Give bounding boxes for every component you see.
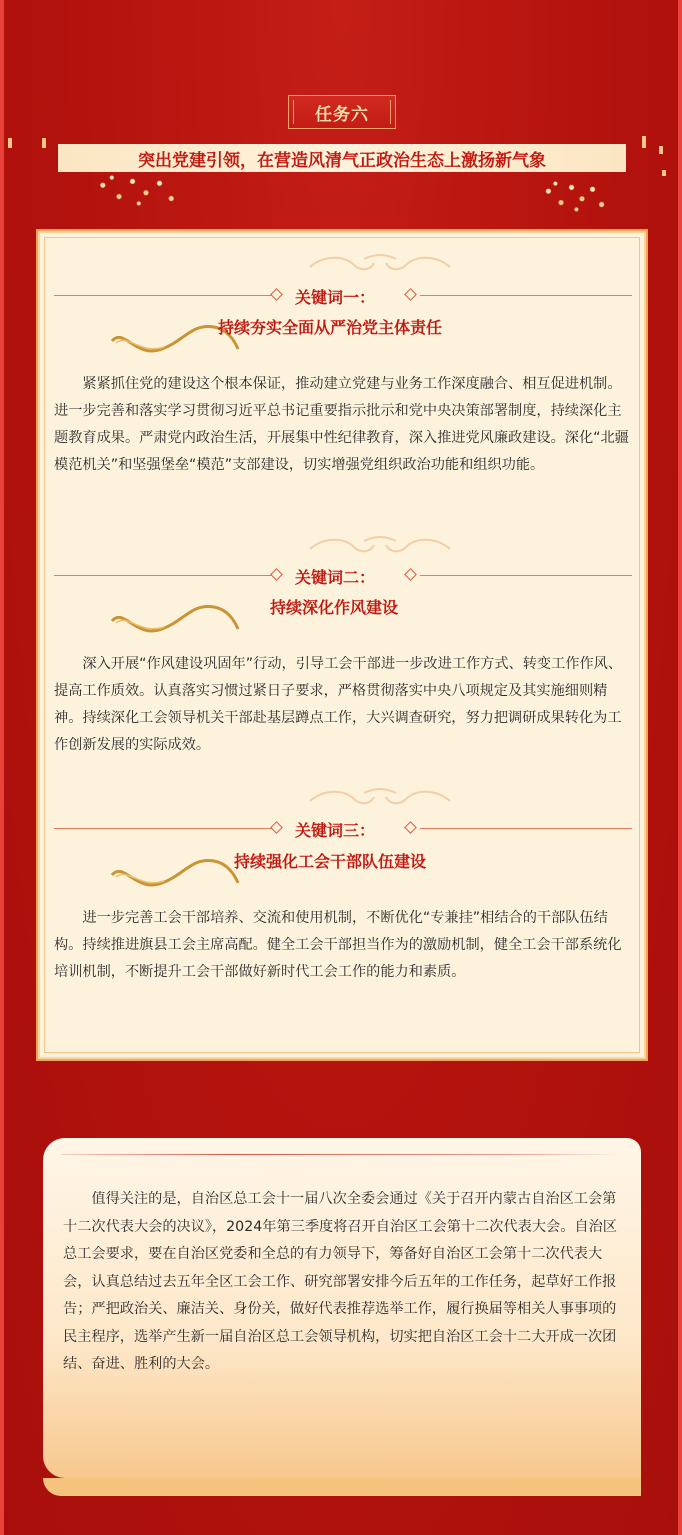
- keyword-subtitle: 持续夯实全面从严治党主体责任: [218, 318, 443, 337]
- notice-paragraph: 值得关注的是，自治区总工会十一届八次全委会通过《关于召开内蒙古自治区工会第十二次代表大会的决议》，2024年第三季度将召开自治区工会第十二次代表大会。自治区总工会要求，要在自治区党委和全总的有力领导下，筹备好自治区工会第十二次代表大会，认真总结过去五年全区工会工作、研究部署安排今后五年的工作任务，起草好工作报告；严把政治关、廉洁关、身份关，做好代表推荐选举工作，履行换届等相关人事事项的民主程序，选举产生新一届自治区总工会领导机构，切实把自治区工会十二大开成一次团结、奋进、胜利的大会。: [63, 1191, 617, 1372]
- decor-dash: [642, 136, 646, 148]
- diamond-icon: [270, 568, 283, 581]
- section-paragraph: 进一步完善工会干部培养、交流和使用机制，不断优化“专兼挂”相结合的干部队伍结构。持续推进旗县工会主席高配。健全工会干部担当作为的激励机制，健全工会干部系统化培训机制，不断提升工会干部做好新时代工会工作的能力和素质。: [54, 910, 622, 980]
- section-paragraph: 深入开展“作风建设巩固年”行动，引导工会干部进一步改进工作方式、转变工作作风、提高工作质效。认真落实习惯过紧日子要求，严格贯彻落实中央八项规定及其实施细则精神。持续深化工会领导机关干部赴基层蹲点工作，大兴调查研究，努力把调研成果转化为工作创新发展的实际成效。: [54, 656, 623, 753]
- keyword-title: 关键词一：: [295, 288, 376, 307]
- gold-sparkles-right: [540, 176, 610, 214]
- decor-dash: [659, 146, 663, 154]
- task-badge: 任务六: [288, 95, 396, 129]
- diamond-icon: [404, 288, 417, 301]
- decor-dash: [662, 170, 666, 176]
- decor-dash: [42, 138, 46, 148]
- gold-sparkles-left: [92, 170, 182, 208]
- diamond-icon: [270, 821, 283, 834]
- left-edge: [0, 0, 4, 1535]
- diamond-icon: [404, 821, 417, 834]
- keyword-title: 关键词三：: [295, 821, 376, 840]
- diamond-icon: [404, 568, 417, 581]
- section-paragraph: 紧紧抓住党的建设这个根本保证，推动建立党建与业务工作深度融合、相互促进机制。进一步完善和落实学习贯彻习近平总书记重要指示批示和党中央决策部署制度，持续深化主题教育成果。严肃党内政治生活，开展集中性纪律教育，深入推进党风廉政建设。深化“北疆模范机关”和坚强堡垒“模范”支部建设，切实增强党组织政治功能和组织功能。: [54, 376, 629, 473]
- divider-line: [420, 295, 632, 296]
- notice-card-base: [43, 1478, 641, 1496]
- divider-line: [420, 828, 632, 829]
- notice-card: [43, 1138, 641, 1478]
- keyword-subtitle: 持续深化作风建设: [270, 598, 399, 617]
- divider-line: [61, 1154, 623, 1155]
- diamond-icon: [270, 288, 283, 301]
- scroll-ornament: [304, 535, 456, 557]
- scroll-ornament: [304, 787, 456, 809]
- divider-line: [54, 295, 274, 296]
- divider-line: [420, 575, 632, 576]
- gold-ribbon-icon: [110, 853, 240, 893]
- task-banner: 突出党建引领，在营造风清气正政治生态上激扬新气象: [58, 144, 626, 172]
- gold-ribbon-icon: [110, 599, 240, 639]
- right-edge: [678, 0, 682, 1535]
- scroll-ornament: [304, 253, 456, 275]
- keyword-subtitle: 持续强化工会干部队伍建设: [234, 852, 427, 871]
- divider-line: [54, 575, 274, 576]
- divider-line: [54, 828, 274, 829]
- keywords-card: [36, 229, 648, 1061]
- decor-dash: [8, 138, 12, 148]
- keyword-title: 关键词二：: [295, 568, 376, 587]
